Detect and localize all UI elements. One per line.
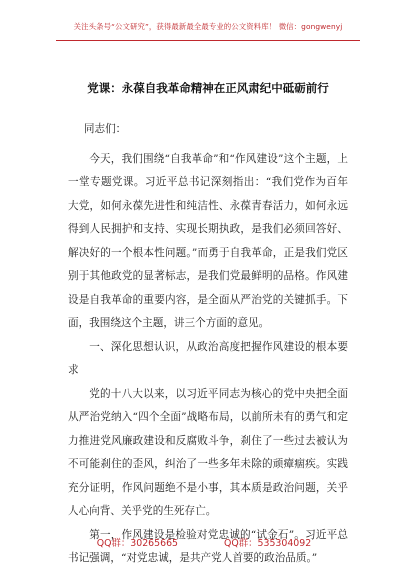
- footer-qq-group-1: QQ群：30265665: [96, 538, 179, 549]
- paragraph-section-1: 党的十八大以来，以习近平同志为核心的党中央把全面从严治党纳入“四个全面”战略布局，以前所未有的勇气和定力推进党风廉政建设和反腐败斗争，刹住了一些过去被认为不可能刹住的歪风，纠治了一些多年未除的顽瘴痼疾。实践充分证明，作风问题绝不是小事，其本质是政治问题，关乎人心向背、关乎党的生死存亡。: [68, 387, 348, 517]
- footer: [0, 535, 408, 549]
- paragraph-point-1: 第一，作风建设是检验对党忠诚的“试金石”。习近平总书记强调，“对党忠诚，是共产党人首要的政治品质。”: [68, 528, 348, 564]
- section-heading-1: 一、深化思想认识，从政治高度把握作风建设的根本要求: [68, 340, 348, 376]
- paragraph-intro: 今天，我们围绕“自我革命”和“作风建设”这个主题，上一堂专题党课。习近平总书记深刻指出：“我们党作为百年大党，如何永葆先进性和纯洁性、永葆青春活力，如何永远得到人民拥护和支持、实现长期执政，是我们必须回答好、解决好的一个根本性问题。”而勇于自我革命，正是我们党区别于其他政党的显著标志，是我们党最鲜明的品格。作风建设是自我革命的重要内容，是全面从严治党的关键抓手。下面，我围绕这个主题，讲三个方面的意见。: [68, 152, 348, 329]
- footer-qq-group-2: QQ群：535304092: [224, 538, 312, 549]
- document-title: 党课：永葆自我革命精神在正风肃纪中砥砺前行: [87, 81, 329, 95]
- greeting: 同志们：: [83, 123, 127, 135]
- document-body: [68, 118, 348, 571]
- header-banner: 关注头条号“公文研究”，获得最新最全最专业的公文资料库！ 微信：gongwenyj: [73, 22, 343, 31]
- header-divider: [56, 40, 360, 41]
